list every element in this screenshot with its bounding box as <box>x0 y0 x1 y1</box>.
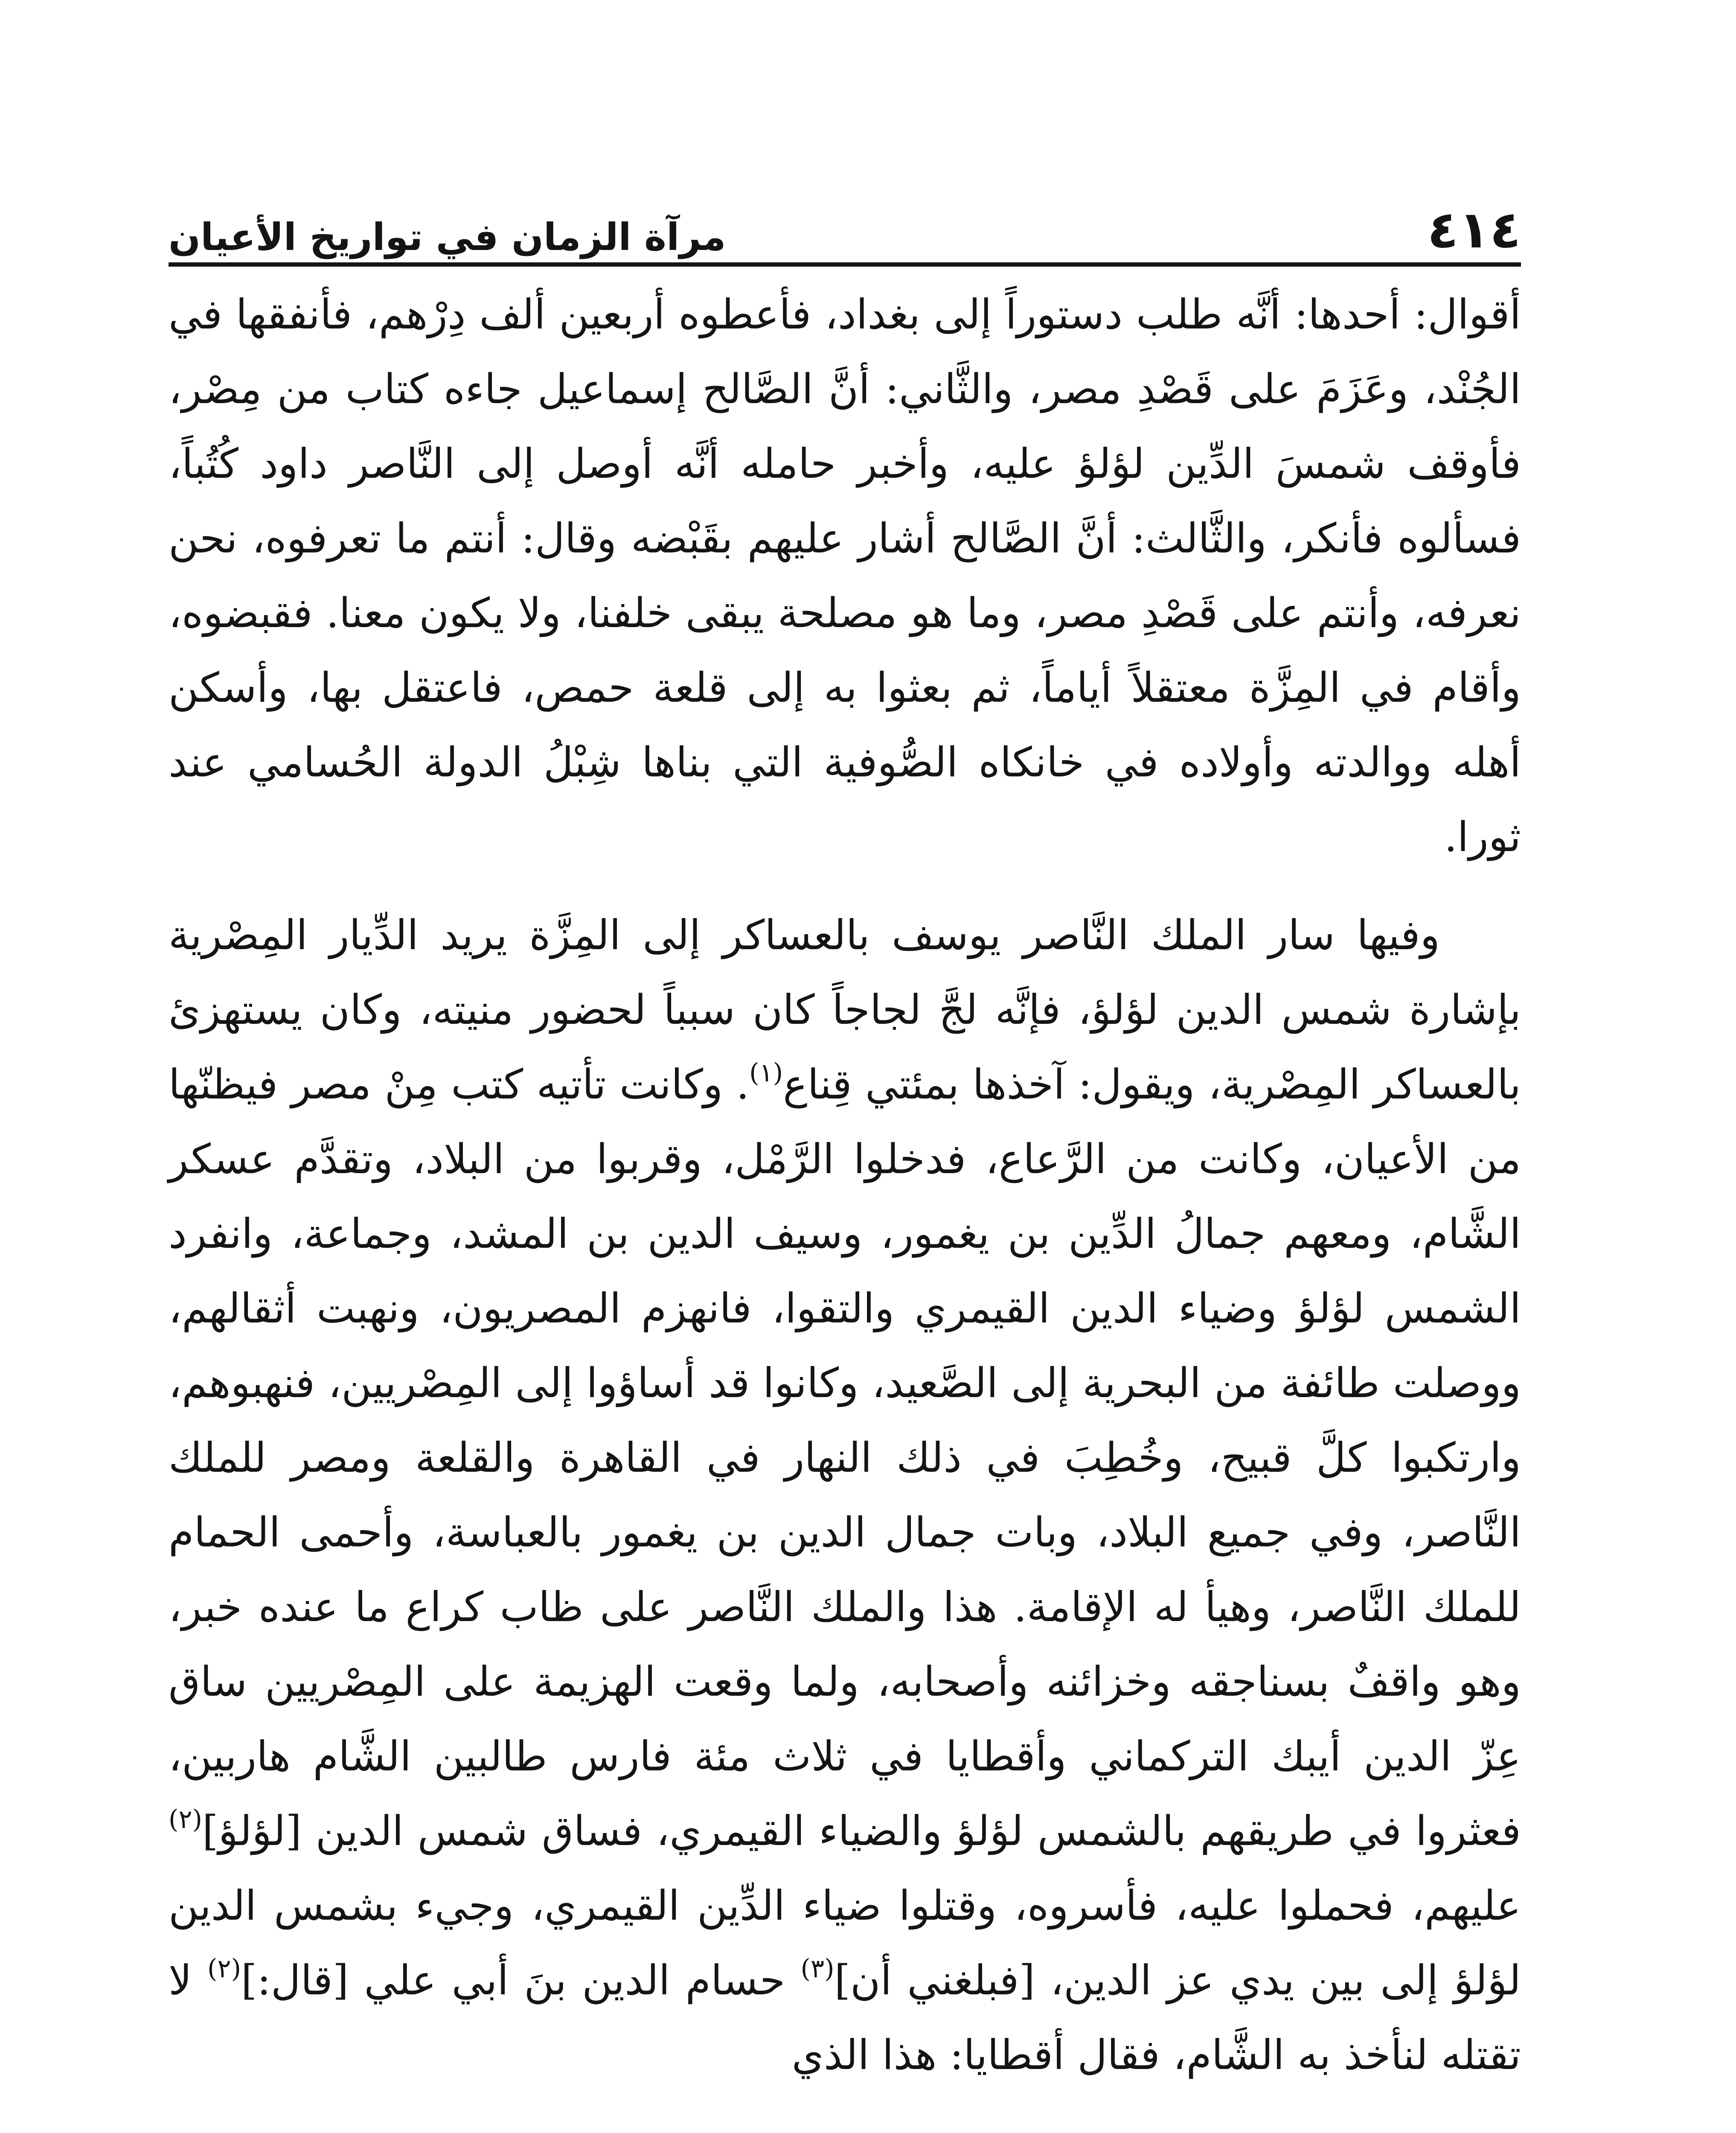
running-title: مرآة الزمان في تواريخ الأعيان <box>169 215 726 259</box>
paragraph-2-text-part: . وكانت تأتيه كتب مِنْ مصر فيظنّها من الأعيان، وكانت من الرَّعاع، فدخلوا الرَّمْل، وقربوا من البلاد، وتقدَّم عسكر الشَّام، ومعهم جمالُ الدِّين بن يغمور، وسيف الدين بن المشد، وجماعة، وانفرد الشمس لؤلؤ وضياء الدين القيمري والتقوا، فانهزم المصريون، ونهبت أثقالهم، ووصلت طائفة من البحرية إلى الصَّعيد، وكانوا قد أساؤوا إلى المِصْريين، فنهبوهم، وارتكبوا كلَّ قبيح، وخُطِبَ في ذلك النهار في القاهرة والقلعة ومصر للملك النَّاصر، وفي جميع البلاد، وبات جمال الدين بن يغمور بالعباسة، وأحمى الحمام للملك النَّاصر، وهيأ له الإقامة. هذا والملك النَّاصر على ظاب كراع ما عنده خبر، وهو واقفٌ بسناجقه وخزائنه وأصحابه، ولما وقعت الهزيمة على المِصْريين ساق عِزّ الدين أيبك التركماني وأقطايا في ثلاث مئة فارس طالبين الشَّام هاربين، فعثروا في طريقهم بالشمس لؤلؤ والضياء القيمري، فساق شمس الدين [لؤلؤ] <box>169 1061 1521 1855</box>
paragraph-2-text-part: عليهم، فحملوا عليه، فأسروه، وقتلوا ضياء الدِّين القيمري، وجيء بشمس الدين لؤلؤ إلى بين يدي عز الدين، [فبلغني أن] <box>169 1882 1521 2004</box>
main-text <box>169 277 1521 2092</box>
paragraph-2 <box>169 898 1521 2092</box>
paragraph-1 <box>169 277 1521 875</box>
paragraph-2-text-part: لا تقتله لنأخذ به الشَّام، فقال أقطايا: هذا الذي <box>169 1956 1521 2079</box>
paragraph-1-text: أقوال: أحدها: أنَّه طلب دستوراً إلى بغداد، فأعطوه أربعين ألف دِرْهم، فأنفقها في الجُنْد، وعَزَمَ على قَصْدِ مصر، والثَّاني: أنَّ الصَّالح إسماعيل جاءه كتاب من مِصْر، فأوقف شمسَ الدِّين لؤلؤ عليه، وأخبر حامله أنَّه أوصل إلى النَّاصر داود كُتُباً، فسألوه فأنكر، والثَّالث: أنَّ الصَّالح أشار عليهم بقَبْضه وقال: أنتم ما تعرفوه، نحن نعرفه، وأنتم على قَصْدِ مصر، وما هو مصلحة يبقى خلفنا، ولا يكون معنا. فقبضوه، وأقام في المِزَّة معتقلاً أياماً، ثم بعثوا به إلى قلعة حمص، فاعتقل بها، وأسكن أهله ووالدته وأولاده في خانكاه الصُّوفية التي بناها شِبْلُ الدولة الحُسامي عند ثورا. <box>169 291 1521 861</box>
footnote-ref-2[interactable]: (٢) <box>169 1805 203 1834</box>
footnote-ref-1[interactable]: (١) <box>749 1058 783 1088</box>
paragraph-2-text-part: حسام الدين بنَ أبي علي [قال:] <box>241 1956 801 2004</box>
header-rule <box>169 262 1521 267</box>
footnote-ref-3[interactable]: (٣) <box>800 1954 835 1984</box>
page-number: ٤١٤ <box>1427 201 1521 260</box>
page-header <box>169 179 1521 260</box>
paragraph-2-text-part: وفيها سار الملك النَّاصر يوسف بالعساكر إلى المِزَّة يريد الدِّيار المِصْرية بإشارة شمس الدين لؤلؤ، فإنَّه لجَّ لجاجاً كان سبباً لحضور منيته، وكان يستهزئ بالعساكر المِصْرية، ويقول: آخذها بمئتي قِناع <box>169 911 1521 1108</box>
footnote-ref-2-repeat[interactable]: (٢) <box>207 1954 241 1984</box>
